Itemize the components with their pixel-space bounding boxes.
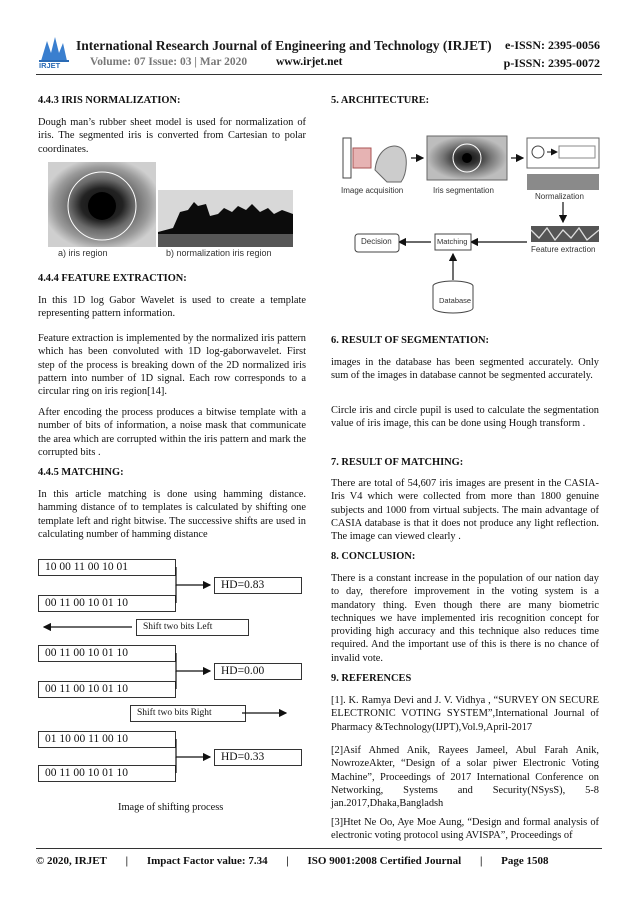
arch-label-decision: Decision: [361, 237, 392, 246]
journal-title: International Research Journal of Engineering and Technology (IRJET): [76, 38, 492, 53]
journal-url[interactable]: www.irjet.net: [276, 56, 343, 68]
reference-2: [2]Asif Ahmed Anik, Rayees Jameel, Abul Farah Anik, NowrozeAkter, “Design of a solar piwer Electronic Voting Machine”, Proceedings of 2017 International Conference on Networking, Systems and Security(NSysS), 5-8 jan.2017,Dhaka,Bangladsh: [331, 745, 599, 810]
normalization-figure: [48, 162, 293, 259]
arch-label-iris-segmentation: Iris segmentation: [433, 186, 494, 195]
footer-sep-3: |: [479, 855, 483, 867]
heading-architecture: 5. ARCHITECTURE:: [331, 95, 430, 106]
arch-label-image-acquisition: Image acquisition: [341, 186, 404, 195]
para-feature-1: In this 1D log Gabor Wavelet is used to create a template representing pattern information.: [38, 295, 306, 320]
logo-text: IRJET: [39, 61, 61, 70]
bit-row-5: 01 10 00 11 00 10: [38, 731, 176, 748]
shift-figure-caption: Image of shifting process: [118, 802, 224, 813]
normalization-image: [48, 162, 293, 247]
logo-icon: [37, 33, 71, 63]
footer-iso: ISO 9001:2008 Certified Journal: [307, 855, 462, 867]
shift-left-label: Shift two bits Left: [136, 619, 249, 636]
arch-label-feature-extraction: Feature extraction: [531, 245, 596, 254]
hd-result-3: HD=0.33: [214, 749, 302, 766]
figure-label-normalization: b) normalization iris region: [166, 248, 272, 258]
p-issn: p-ISSN: 2395-0072: [503, 56, 600, 70]
para-feature-2: Feature extraction is implemented by the normalized iris pattern which has been convoluted with 1D log-gaborwavelet. First step of the process is breaking down of the 2D normalized iris pattern into number of 1D signal. Each row corresponds to a circular ring on iris region[14].: [38, 333, 306, 398]
bit-row-2: 00 11 00 10 01 10: [38, 595, 176, 612]
heading-feature-extraction: 4.4.4 FEATURE EXTRACTION:: [38, 273, 187, 284]
shift-right-label: Shift two bits Right: [130, 705, 246, 722]
arch-label-normalization: Normalization: [535, 192, 584, 201]
shift-arrows: [36, 545, 306, 795]
footer-divider: [36, 848, 602, 849]
para-segmentation-1: images in the database has been segmented accurately. Only sum of the images in database cannot be segmented accurately.: [331, 357, 599, 382]
arch-label-database: Database: [439, 296, 472, 305]
reference-3: [3]Htet Ne Oo, Aye Moe Aung, “Design and formal analysis of electronic voting protocol using AVISPA”, Proceedings of: [331, 817, 599, 842]
arch-label-matching: Matching: [437, 237, 468, 246]
reference-1: [1]. K. Ramya Devi and J. V. Vidhya , “SURVEY ON SECURE ELECTRONIC VOTING SYSTEM”,International Journal of Pharmacy &Technology(IJPT),Vol.9,April-2017: [331, 695, 599, 733]
footer: [36, 855, 565, 867]
footer-sep-2: |: [286, 855, 289, 867]
para-conclusion: There is a constant increase in the population of our nation day to day, therefore improvement in the voting system is a mandatory thing. Even though there are many biometric techniques we have implemented iris recognition concept for providing high accuracy and this technique also reduces time required. And the important use of this is there is no chance of invalid vote.: [331, 573, 599, 664]
figure-label-iris-region: a) iris region: [58, 248, 108, 258]
hd-result-2: HD=0.00: [214, 663, 302, 680]
bit-row-4: 00 11 00 10 01 10: [38, 681, 176, 698]
para-result-matching: There are total of 54,607 iris images are present in the CASIA-Iris V4 which were collected from more than 1800 genuine subjects and 1000 from virtual subjects. The main advantage of CASIA database is that it does not produce any light reflection. The image can viewed clearly .: [331, 478, 599, 543]
heading-references: 9. REFERENCES: [331, 673, 412, 684]
hd-result-1: HD=0.83: [214, 577, 302, 594]
bit-row-3: 00 11 00 10 01 10: [38, 645, 176, 662]
header-divider: [36, 74, 602, 75]
para-feature-3: After encoding the process produces a bitwise template with a number of bits of information, a noise mask that communicate the area which are corrupted within the iris pattern and mark the corrupted bits .: [38, 407, 306, 458]
architecture-graphic: [335, 130, 605, 320]
para-matching: In this article matching is done using hamming distance. hamming distance of to templates is calculated by shifting one template left and right bitwise. The successive shifts are used in calculating number of hamming distance: [38, 489, 306, 540]
heading-iris-normalization: 4.4.3 IRIS NORMALIZATION:: [38, 95, 181, 106]
bit-row-1: 10 00 11 00 10 01: [38, 559, 176, 576]
footer-sep-1: |: [125, 855, 129, 867]
para-normalization: Dough man’s rubber sheet model is used for normalization of iris. The segmented iris is converted from Cartesian to polar coordinates.: [38, 117, 306, 155]
e-issn: e-ISSN: 2395-0056: [505, 38, 600, 52]
heading-matching: 4.4.5 MATCHING:: [38, 467, 124, 478]
bit-row-6: 00 11 00 10 01 10: [38, 765, 176, 782]
footer-impact: Impact Factor value: 7.34: [146, 855, 268, 867]
para-segmentation-2: Circle iris and circle pupil is used to calculate the segmentation value of iris image, this can be done using Hough transform .: [331, 405, 599, 430]
shift-figure: [36, 545, 306, 795]
heading-conclusion: 8. CONCLUSION:: [331, 551, 416, 562]
volume-line: Volume: 07 Issue: 03 | Mar 2020: [90, 56, 248, 68]
heading-result-matching: 7. RESULT OF MATCHING:: [331, 457, 464, 468]
heading-result-segmentation: 6. RESULT OF SEGMENTATION:: [331, 335, 490, 346]
footer-copyright: © 2020, IRJET: [36, 855, 107, 867]
architecture-diagram: [335, 130, 605, 320]
footer-page: Page 1508: [501, 855, 549, 867]
